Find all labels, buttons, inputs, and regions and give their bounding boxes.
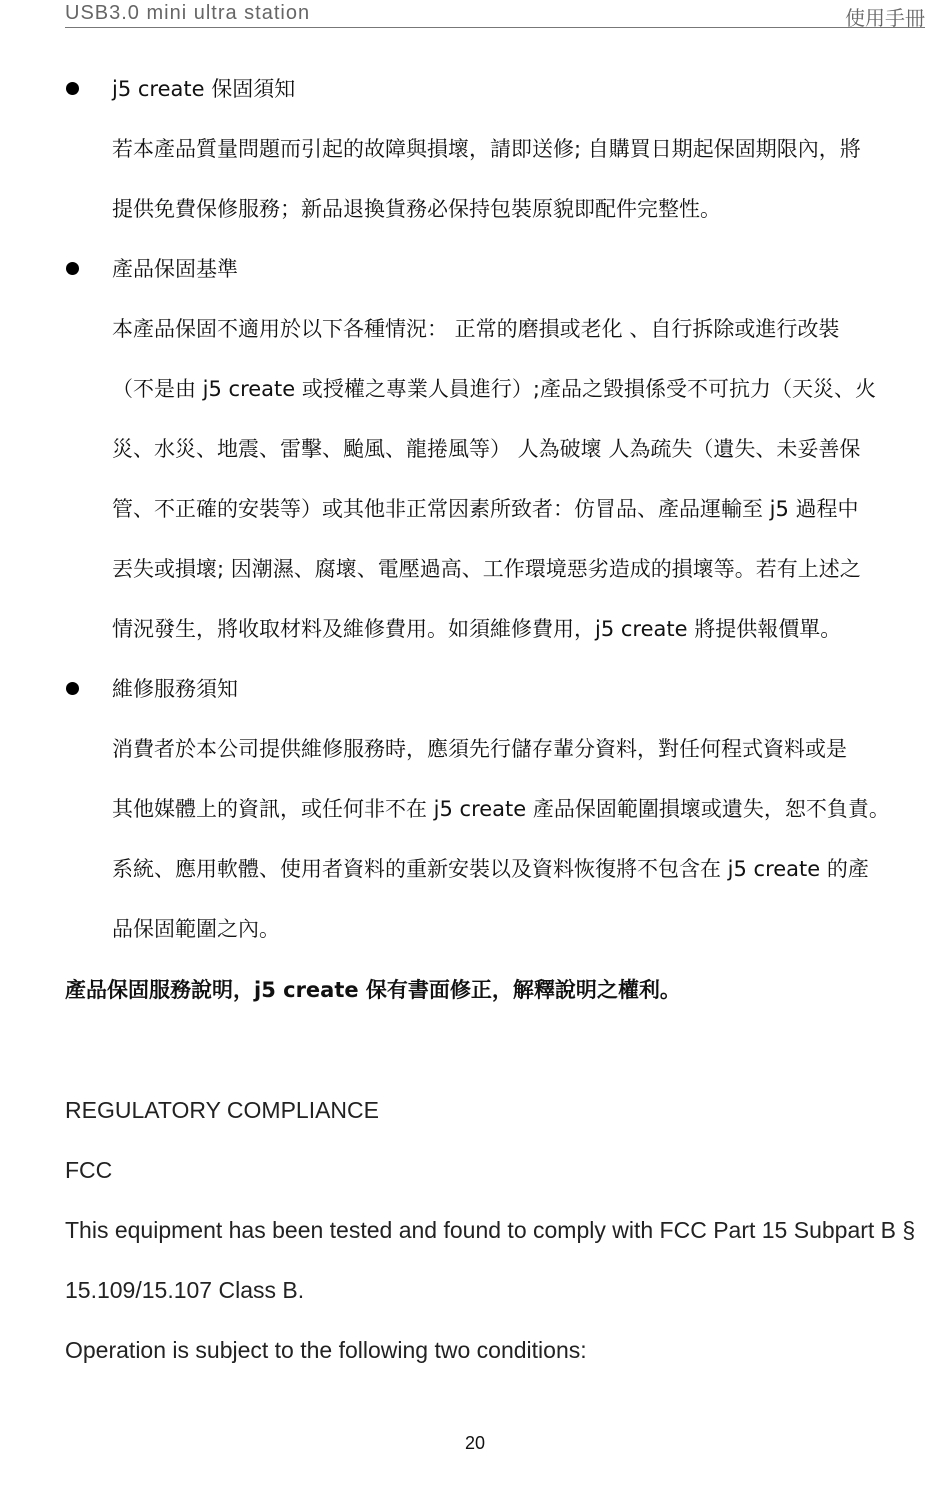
- bullet-icon: [66, 262, 79, 275]
- warranty-notice-line-2: 提供免費保修服務；新品退換貨務必保持包裝原貌即配件完整性。: [112, 197, 721, 221]
- page-header: [65, 0, 925, 28]
- warranty-rights-statement: 產品保固服務說明，j5 create 保有書面修正，解釋說明之權利。: [65, 978, 681, 1002]
- warranty-criteria-line-4: 管、不正確的安裝等）或其他非正常因素所致者：仿冒品、產品運輸至 j5 過程中: [112, 497, 859, 521]
- fcc-text-line-1: This equipment has been tested and found to comply with FCC Part 15 Subpart B §: [65, 1217, 916, 1243]
- bullet-icon: [66, 682, 79, 695]
- repair-notice-line-1: 消費者於本公司提供維修服務時，應須先行儲存輩分資料，對任何程式資料或是: [112, 737, 847, 761]
- section-title-warranty-notice: j5 create 保固須知: [112, 77, 296, 101]
- warranty-criteria-line-1: 本產品保固不適用於以下各種情況： 正常的磨損或老化 、自行拆除或進行改裝: [112, 317, 840, 341]
- bullet-icon: [66, 82, 79, 95]
- warranty-criteria-line-5: 丟失或損壞; 因潮濕、腐壞、電壓過高、工作環境惡劣造成的損壞等。若有上述之: [112, 557, 861, 581]
- warranty-criteria-line-6: 情況發生，將收取材料及維修費用。如須維修費用，j5 create 將提供報價單。: [112, 617, 842, 641]
- warranty-criteria-line-2: （不是由 j5 create 或授權之專業人員進行）;產品之毀損係受不可抗力（天災、火: [112, 377, 876, 401]
- header-manual-title: 使用手冊: [845, 6, 925, 30]
- repair-notice-line-3: 系統、應用軟體、使用者資料的重新安裝以及資料恢復將不包含在 j5 create 的產: [112, 857, 869, 881]
- fcc-text-line-3: Operation is subject to the following two conditions:: [65, 1337, 587, 1363]
- header-product-name: USB3.0 mini ultra station: [65, 2, 311, 24]
- repair-notice-line-4: 品保固範圍之內。: [112, 917, 280, 941]
- fcc-subheading: FCC: [65, 1157, 113, 1183]
- section-title-warranty-criteria: 產品保固基準: [112, 257, 238, 281]
- page-number: 20: [464, 1433, 486, 1453]
- regulatory-heading: REGULATORY COMPLIANCE: [65, 1097, 379, 1123]
- fcc-text-line-2: 15.109/15.107 Class B.: [65, 1277, 305, 1303]
- warranty-notice-line-1: 若本產品質量問題而引起的故障與損壞，請即送修; 自購買日期起保固期限內，將: [112, 137, 861, 161]
- section-title-repair-notice: 維修服務須知: [112, 677, 238, 701]
- repair-notice-line-2: 其他媒體上的資訊，或任何非不在 j5 create 產品保固範圍損壞或遺失，恕不負責。: [112, 797, 890, 821]
- warranty-criteria-line-3: 災、水災、地震、雷擊、颱風、龍捲風等） 人為破壞 人為疏失（遺失、未妥善保: [112, 437, 861, 461]
